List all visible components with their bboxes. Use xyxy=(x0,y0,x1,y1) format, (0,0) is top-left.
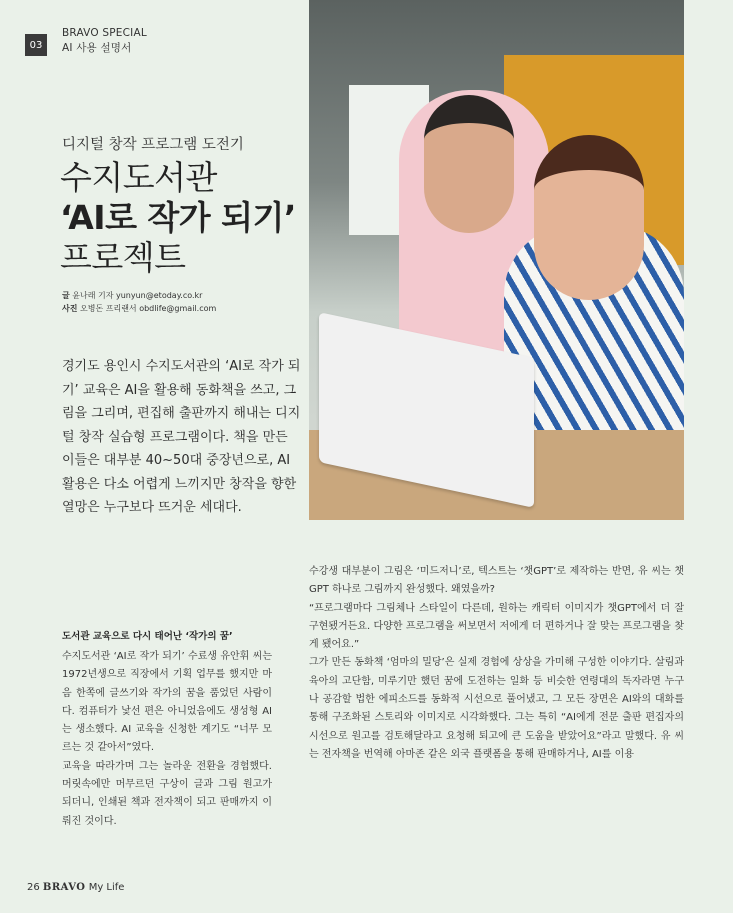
page-number: 26 xyxy=(27,882,40,893)
credit-writer-label: 글 xyxy=(62,291,70,300)
section-label xyxy=(62,26,147,56)
article-kicker: 디지털 창작 프로그램 도전기 xyxy=(62,137,244,153)
body-paragraph: “프로그램마다 그림체나 스타일이 다른데, 원하는 캐릭터 이미지가 챗GPT에서 더 잘 구현됐거든요. 다양한 프로그램을 써보면서 저에게 더 편하거나 잘 맞는 프로그램을 찾게 됐어요.” xyxy=(309,602,684,651)
page-footer xyxy=(27,882,124,893)
title-line-3: 프로젝트 xyxy=(60,238,186,277)
article-subhead: 도서관 교육으로 다시 태어난 ‘작가의 꿈’ xyxy=(62,631,233,642)
title-line-1: 수지도서관 xyxy=(60,158,217,197)
article-credits xyxy=(62,289,216,315)
body-paragraph: 그가 만든 동화책 ‘엄마의 밀당’은 실제 경험에 상상을 가미해 구성한 이야기다. 살림과 육아의 고단함, 미루기만 했던 꿈에 도전하는 일화 등 비슷한 연령대의 독자라면 누구나 공감할 법한 에피소드를 동화적 시선으로 풀어냈고, 그 모든 장면은 AI와의 대화를 통해 구조화된 스토리와 이미지로 시각화했다. 그는 특히 “AI에게 전문 출판 편집자의 시선으로 원고를 검토해달라고 요청해 퇴고에 큰 도움을 받았어요”라고 말했다. 유 씨는 전자책을 번역해 아마존 같은 외국 플랫폼을 통해 판매하거나, AI를 이용 xyxy=(309,657,684,760)
body-paragraph: 수지도서관 ‘AI로 작가 되기’ 수료생 유안휘 씨는 1972년생으로 직장에서 기획 업무를 했지만 마음 한쪽에 글쓰기와 작가의 꿈을 품었던 사람이다. 컴퓨터가 낯선 편은 아니었음에도 생성형 AI는 생소했다. AI 교육을 신청한 계기도 “너무 모르는 것 같아서”였다. xyxy=(62,651,272,754)
credit-photo: 오병돈 프리랜서 obdlife@gmail.com xyxy=(80,304,217,313)
section-subtitle: AI 사용 설명서 xyxy=(62,42,132,54)
article-photo xyxy=(309,0,684,520)
body-paragraph: 수강생 대부분이 그림은 ‘미드저니’로, 텍스트는 ‘챗GPT’로 제작하는 반면, 유 씨는 챗GPT 하나로 그림까지 완성했다. 왜였을까? xyxy=(309,566,684,596)
magazine-suffix: My Life xyxy=(88,882,125,893)
section-title: BRAVO SPECIAL xyxy=(62,27,147,39)
credit-photo-label: 사진 xyxy=(62,304,78,313)
body-column-left xyxy=(62,648,272,831)
body-paragraph: 교육을 따라가며 그는 놀라운 전환을 경험했다. 머릿속에만 머무르던 구상이 글과 그림 원고가 되더니, 인쇄된 책과 전자책이 되고 판매까지 이뤄진 것이다. xyxy=(62,760,272,827)
article-title xyxy=(60,158,296,278)
article-lead: 경기도 용인시 수지도서관의 ‘AI로 작가 되기’ 교육은 AI을 활용해 동화책을 쓰고, 그림을 그리며, 편집해 출판까지 해내는 디지털 창작 실습형 프로그램이다. 책을 만든 이들은 대부분 40~50대 중장년으로, AI 활용은 다소 어렵게 느끼지만 창작을 향한 열망은 누구보다 뜨거운 세대다. xyxy=(62,359,301,515)
body-column-right xyxy=(309,563,684,764)
magazine-name: BRAVO xyxy=(42,882,86,893)
title-line-2: ‘AI로 작가 되기’ xyxy=(60,198,296,237)
page-badge: 03 xyxy=(25,34,47,56)
credit-writer: 윤나래 기자 yunyun@etoday.co.kr xyxy=(72,291,203,300)
